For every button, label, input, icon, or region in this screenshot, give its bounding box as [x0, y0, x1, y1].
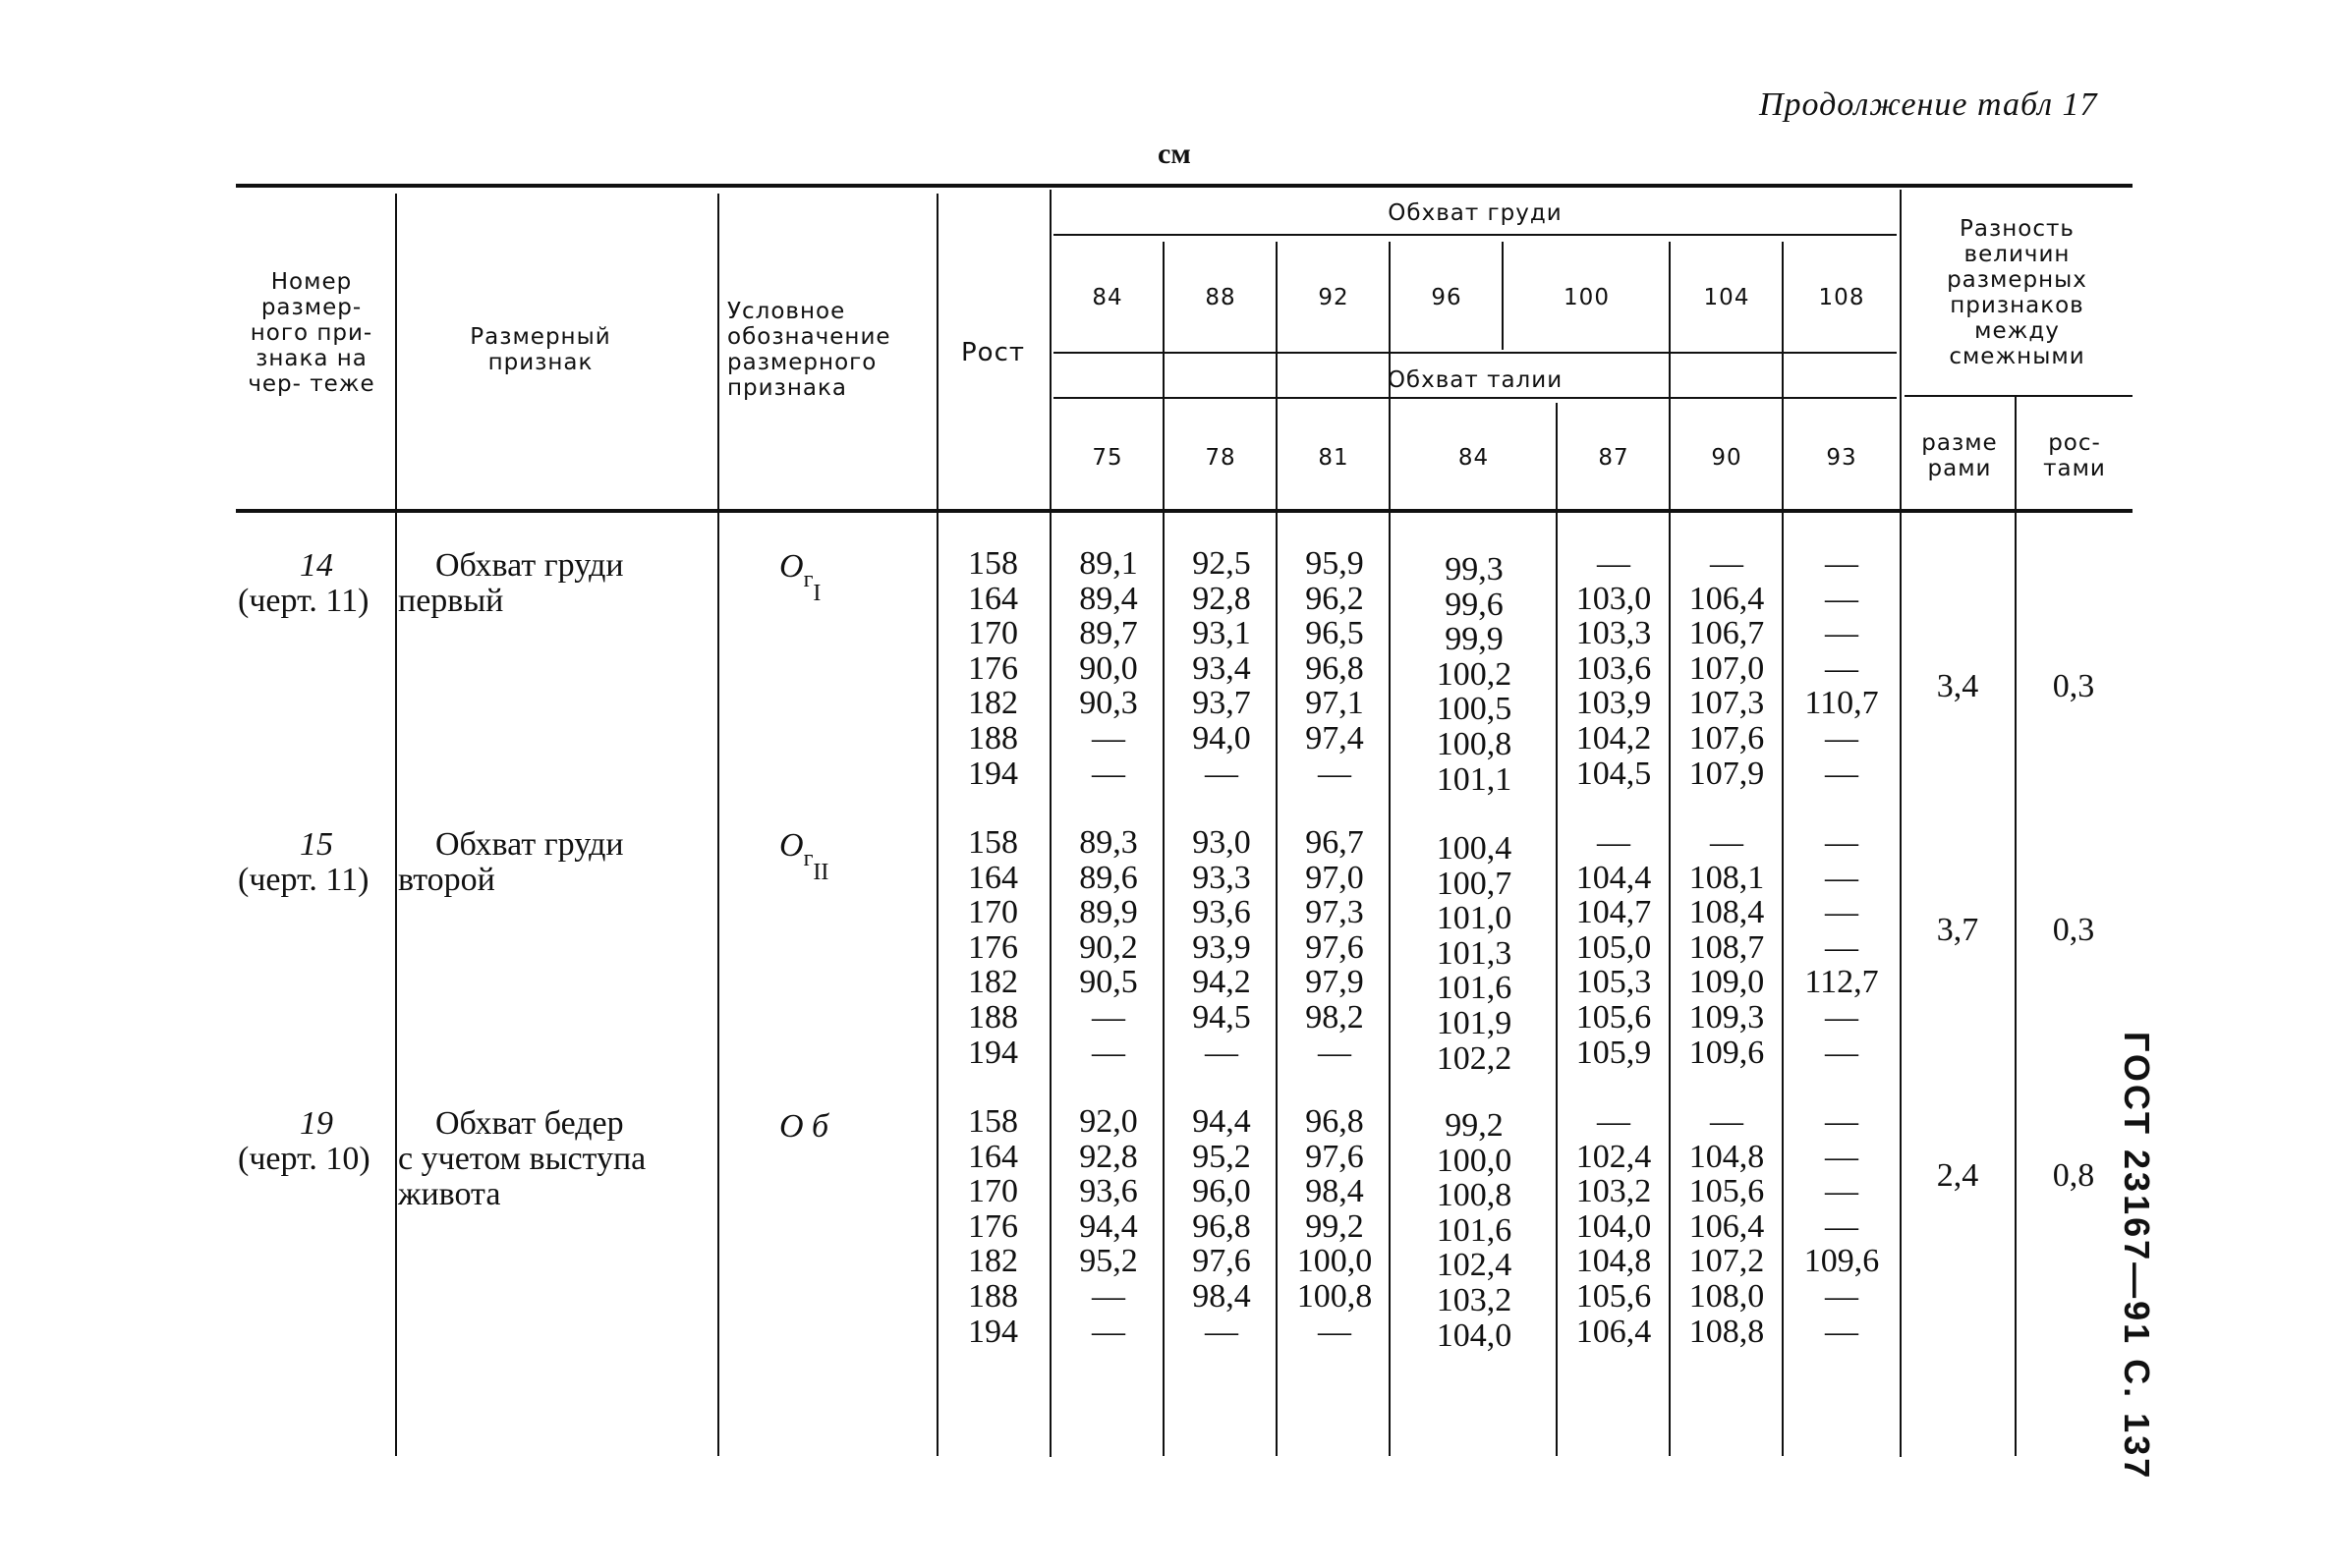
chest-84-column: 89,1 89,4 89,7 90,0 90,3 — — [1079, 545, 1138, 792]
chest-100-column: — 104,4 104,7 105,0 105,3 105,6 105,9 [1575, 824, 1652, 1071]
header-waist-group: Обхват талии [1387, 367, 1564, 393]
col-rule-12 [1900, 190, 1902, 1457]
diff-between-heights: 0,3 [2052, 912, 2095, 948]
table-top-rule [236, 184, 2133, 188]
chest-104-column: — 106,4 106,7 107,0 107,3 107,6 107,9 [1688, 545, 1765, 792]
waist-value-87: 87 [1598, 445, 1629, 471]
waist-value-93: 93 [1826, 445, 1857, 471]
feature-number: 19 [300, 1105, 333, 1142]
feature-name-cont: первый [398, 583, 504, 619]
diff-between-sizes: 3,4 [1936, 668, 1979, 704]
col-rule-11 [1782, 242, 1784, 1456]
feature-drawing-ref: (черт. 10) [238, 1141, 370, 1177]
header-height: Рост [960, 338, 1026, 367]
col-rule-13 [2015, 397, 2017, 1456]
header-diff-heights: рос- тами [2043, 430, 2106, 481]
chest-96-column: 99,2 100,0 100,8 101,6 102,4 103,2 104,0 [1436, 1107, 1512, 1354]
units-label: см [1158, 138, 1191, 170]
chest-108-column: — — — — 112,7 — — [1804, 824, 1879, 1071]
chest-value-88: 88 [1205, 285, 1236, 310]
chest-value-108: 108 [1818, 285, 1865, 310]
col-rule-2 [717, 194, 719, 1456]
feature-symbol: $О_{гI}$ [779, 548, 822, 606]
header-diff-sizes: разме рами [1921, 430, 1998, 481]
chest-88-column: 93,0 93,3 93,6 93,9 94,2 94,5 — [1192, 824, 1251, 1071]
col-rule-3 [937, 194, 938, 1456]
chest-96-column: 100,4 100,7 101,0 101,3 101,6 101,9 102,2 [1436, 830, 1512, 1077]
feature-symbol: $О_{гII}$ [779, 827, 829, 885]
col-rule-6 [1276, 242, 1278, 1456]
waist-value-78: 78 [1205, 445, 1236, 471]
chest-104-column: — 104,8 105,6 106,4 107,2 108,0 108,8 [1688, 1103, 1765, 1350]
col-rule-1 [395, 194, 397, 1456]
waist-value-81: 81 [1318, 445, 1349, 471]
side-page-label: ГОСТ 23167—91 С. 137 [2117, 1032, 2157, 1482]
diff-between-heights: 0,3 [2052, 668, 2095, 704]
waist-value-84: 84 [1457, 445, 1490, 471]
chest-values-rule [1053, 352, 1897, 354]
feature-name-cont: второй [398, 862, 495, 898]
feature-symbol: О б [779, 1108, 829, 1145]
feature-name: Обхват груди [435, 826, 624, 863]
chest-104-column: — 108,1 108,4 108,7 109,0 109,3 109,6 [1688, 824, 1765, 1071]
col-rule-9 [1556, 403, 1558, 1456]
chest-84-column: 92,0 92,8 93,6 94,4 95,2 — — [1079, 1103, 1138, 1350]
chest-84-column: 89,3 89,6 89,9 90,2 90,5 — — [1079, 824, 1138, 1071]
chest-88-column: 94,4 95,2 96,0 96,8 97,6 98,4 — [1192, 1103, 1251, 1350]
chest-96-column: 99,3 99,6 99,9 100,2 100,5 100,8 101,1 [1436, 551, 1512, 798]
waist-group-rule [1053, 397, 1897, 399]
header-chest-group: Обхват груди [1388, 200, 1563, 226]
feature-name: Обхват бедер [435, 1105, 624, 1142]
height-column: 158 164 170 176 182 188 194 [968, 824, 1018, 1071]
feature-drawing-ref: (черт. 11) [238, 583, 370, 619]
chest-value-92: 92 [1318, 285, 1349, 310]
col-rule-5 [1163, 242, 1165, 1456]
chest-100-column: — 103,0 103,3 103,6 103,9 104,2 104,5 [1575, 545, 1652, 792]
chest-value-84: 84 [1092, 285, 1123, 310]
waist-value-75: 75 [1092, 445, 1123, 471]
feature-name-cont2: живота [398, 1176, 501, 1212]
col-rule-4 [1050, 190, 1052, 1457]
chest-92-column: 95,9 96,2 96,5 96,8 97,1 97,4 — [1305, 545, 1364, 792]
feature-number: 14 [300, 547, 333, 584]
chest-92-column: 96,7 97,0 97,3 97,6 97,9 98,2 — [1305, 824, 1364, 1071]
diff-group-rule [1905, 395, 2133, 397]
diff-between-sizes: 3,7 [1936, 912, 1979, 948]
waist-value-90: 90 [1711, 445, 1742, 471]
header-symbol: Условное обозначение размерного признака [727, 299, 891, 401]
feature-name-cont: с учетом выступа [398, 1141, 647, 1177]
chest-108-column: — — — — 109,6 — — [1803, 1103, 1880, 1350]
header-diff-group: Разность величин размерных признаков между смежными [1947, 216, 2087, 369]
chest-88-column: 92,5 92,8 93,1 93,4 93,7 94,0 — [1192, 545, 1251, 792]
chest-value-100: 100 [1564, 285, 1610, 310]
chest-value-96: 96 [1431, 285, 1462, 310]
feature-name: Обхват груди [435, 547, 624, 584]
diff-between-heights: 0,8 [2052, 1157, 2095, 1194]
table-continuation-caption: Продолжение табл 17 [1759, 86, 2098, 123]
chest-value-104: 104 [1703, 285, 1750, 310]
chest-100-column: — 102,4 103,2 104,0 104,8 105,6 106,4 [1575, 1103, 1652, 1350]
chest-92-column: 96,8 97,6 98,4 99,2 100,0 100,8 — [1296, 1103, 1373, 1350]
height-column: 158 164 170 176 182 188 194 [968, 545, 1018, 792]
chest-group-rule [1053, 234, 1897, 236]
height-column: 158 164 170 176 182 188 194 [968, 1103, 1018, 1350]
header-number: Номер размер- ного при- знака на чер- теже [248, 269, 375, 397]
feature-drawing-ref: (черт. 11) [238, 862, 370, 898]
col-rule-7 [1389, 242, 1391, 1456]
diff-between-sizes: 2,4 [1936, 1157, 1979, 1194]
chest-108-column: — — — — 110,7 — — [1804, 545, 1879, 792]
feature-number: 15 [300, 826, 333, 863]
col-rule-8 [1502, 242, 1504, 350]
header-bottom-rule [236, 509, 2133, 513]
col-rule-10 [1669, 242, 1671, 1456]
header-feature: Размерный признак [470, 324, 611, 375]
